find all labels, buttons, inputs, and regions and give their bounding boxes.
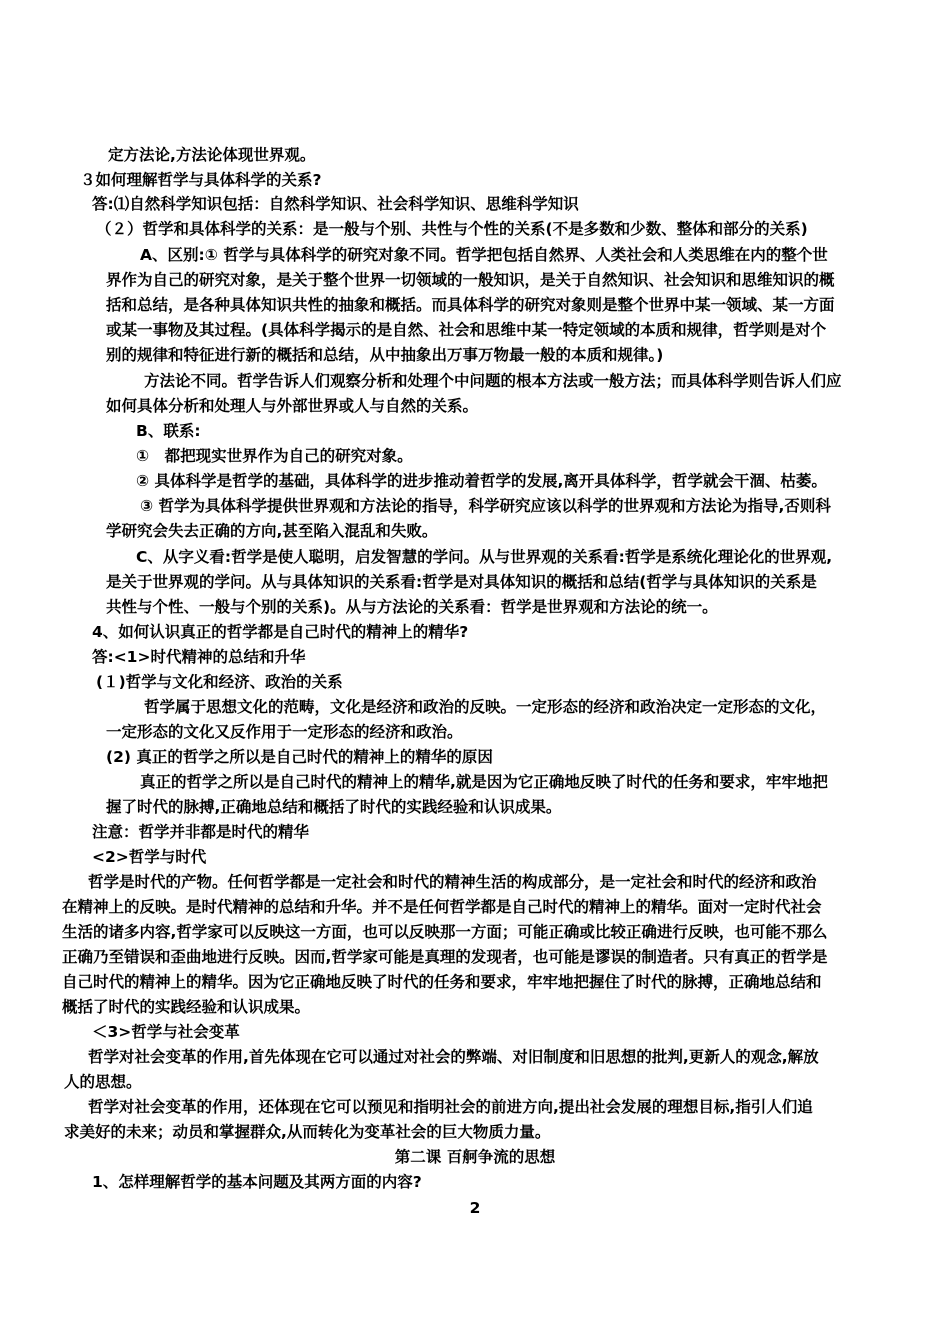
- text-line: 方法论不同。哲学告诉人们观察分析和处理个中问题的根本方法或一般方法；而具体科学则告诉人们应: [144, 372, 842, 390]
- text-line: 共性与个性、一般与个别的关系)。从与方法论的关系看：哲学是世界观和方法论的统一。: [106, 598, 718, 616]
- text-line: 学研究会失去正确的方向,甚至陷入混乱和失败。: [106, 522, 438, 540]
- text-line: 求美好的未来；动员和掌握群众,从而转化为变革社会的巨大物质力量。: [64, 1123, 551, 1141]
- text-line: ＜3>哲学与社会变革: [92, 1023, 240, 1041]
- text-line: 人的思想。: [64, 1073, 142, 1091]
- text-line: 在精神上的反映。是时代精神的总结和升华。并不是任何哲学都是自己时代的精神上的精华。面对一定时代社会: [62, 898, 822, 916]
- text-line: ③ 哲学为具体科学提供世界观和方法论的指导，科学研究应该以科学的世界观和方法论为指导,否则科: [140, 497, 831, 515]
- text-line: 是关于世界观的学问。从与具体知识的关系看:哲学是对具体知识的概括和总结(哲学与具体知识的关系是: [106, 573, 817, 591]
- text-line: 概括了时代的实践经验和认识成果。: [62, 998, 311, 1016]
- text-line: 握了时代的脉搏,正确地总结和概括了时代的实践经验和认识成果。: [106, 798, 562, 816]
- text-line: ① 都把现实世界作为自己的研究对象。: [136, 447, 413, 465]
- text-line: （２）哲学和具体科学的关系：是一般与个别、共性与个性的关系(不是多数和少数、整体和部分的关系): [96, 220, 808, 238]
- text-line: 一定形态的文化又反作用于一定形态的经济和政治。: [106, 723, 463, 741]
- lesson-title: 第二课 百舸争流的思想: [394, 1148, 556, 1166]
- text-line: 答:<1>时代精神的总结和升华: [92, 648, 306, 666]
- text-line: 正确乃至错误和歪曲地进行反映。因而,哲学家可能是真理的发现者，也可能是谬误的制造者。只有真正的哲学是: [62, 948, 828, 966]
- text-line: 真正的哲学之所以是自己时代的精神上的精华,就是因为它正确地反映了时代的任务和要求，牢牢地把: [140, 773, 828, 791]
- text-line: 自己时代的精神上的精华。因为它正确地反映了时代的任务和要求，牢牢地把握住了时代的脉搏，正确地总结和: [62, 973, 822, 991]
- text-line: 如何具体分析和处理人与外部世界或人与自然的关系。: [106, 397, 479, 415]
- text-line: C、从字义看:哲学是使人聪明，启发智慧的学问。从与世界观的关系看:哲学是系统化理论化的世界观,: [136, 548, 833, 566]
- text-line: 别的规律和特征进行新的概括和总结，从中抽象出万事万物最一般的本质和规律。): [106, 346, 664, 364]
- text-line: 答:⑴自然科学知识包括：自然科学知识、社会科学知识、思维科学知识: [92, 195, 579, 213]
- text-line: 界作为自己的研究对象，是关于整个世界一切领域的一般知识，是关于自然知识、社会知识和思维知识的概: [106, 271, 835, 289]
- question-heading: 1、怎样理解哲学的基本问题及其两方面的内容?: [92, 1173, 422, 1191]
- text-line: 括和总结，是各种具体知识共性的抽象和概括。而具体科学的研究对象则是整个世界中某一领域、某一方面: [106, 296, 835, 314]
- question-heading: 4、如何认识真正的哲学都是自己时代的精神上的精华?: [92, 623, 469, 641]
- text-line: 或某一事物及其过程。(具体科学揭示的是自然、社会和思维中某一特定领域的本质和规律，哲学则是对个: [106, 321, 827, 339]
- text-line: 定方法论,方法论体现世界观。: [108, 146, 316, 164]
- page-number: 2: [469, 1199, 481, 1217]
- question-heading: ３如何理解哲学与具体科学的关系?: [80, 171, 322, 189]
- text-line: 哲学属于思想文化的范畴，文化是经济和政治的反映。一定形态的经济和政治决定一定形态的文化，: [144, 698, 827, 716]
- text-line: (１)哲学与文化和经济、政治的关系: [96, 673, 343, 691]
- text-line: 注意：哲学并非都是时代的精华: [92, 823, 310, 841]
- text-line: ② 具体科学是哲学的基础，具体科学的进步推动着哲学的发展,离开具体科学，哲学就会干涸、枯萎。: [136, 472, 827, 490]
- text-line: A、区别:① 哲学与具体科学的研究对象不同。哲学把包括自然界、人类社会和人类思维在内的整个世: [140, 246, 828, 264]
- text-line: <2>哲学与时代: [92, 848, 207, 866]
- text-line: 哲学是时代的产物。任何哲学都是一定社会和时代的精神生活的构成部分，是一定社会和时代的经济和政治: [88, 873, 817, 891]
- text-line: 哲学对社会变革的作用,首先体现在它可以通过对社会的弊端、对旧制度和旧思想的批判,更新人的观念,解放: [88, 1048, 819, 1066]
- text-line: 哲学对社会变革的作用，还体现在它可以预见和指明社会的前进方向,提出社会发展的理想目标,指引人们追: [88, 1098, 813, 1116]
- text-line: 生活的诸多内容,哲学家可以反映这一方面，也可以反映那一方面；可能正确或比较正确进行反映，也可能不那么: [62, 923, 828, 941]
- text-line: (2) 真正的哲学之所以是自己时代的精神上的精华的原因: [106, 748, 493, 766]
- text-line: B、联系:: [136, 422, 201, 440]
